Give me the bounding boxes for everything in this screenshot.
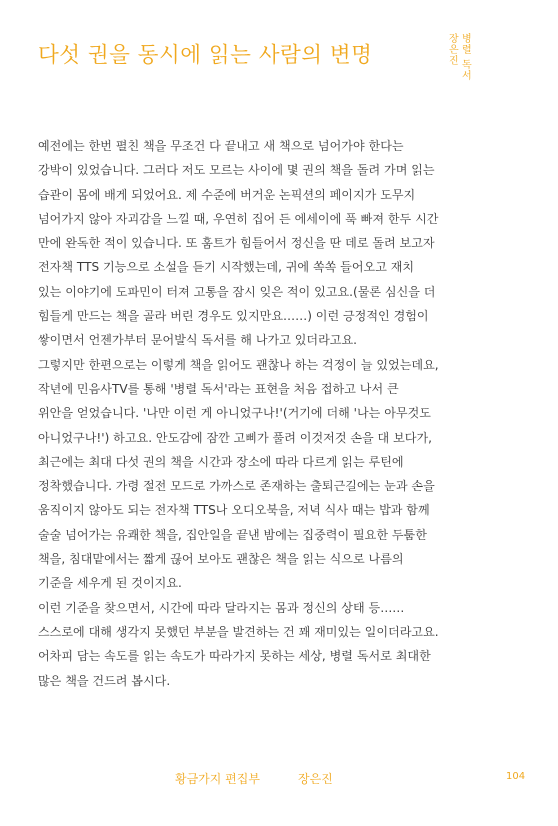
body-line: 그렇지만 한편으로는 이렇게 책을 읽어도 괜찮나 하는 걱정이 늘 있었는데요,: [38, 357, 439, 372]
essay-body: [38, 134, 478, 693]
body-line: 스스로에 대해 생각지 못했던 부분을 발견하는 건 꽤 재미있는 일이더라고요.: [38, 624, 439, 639]
body-line: 예전에는 한번 펼친 책을 무조건 다 끝내고 새 책으로 넘어가야 한다는: [38, 139, 404, 153]
body-line: 이런 기준을 찾으면서, 시간에 따라 달라지는 몸과 정신의 상태 등……: [38, 600, 405, 615]
body-line: 위안을 얻었습니다. '나만 이런 게 아니었구나!'(거기에 더해 '나는 아무것도: [38, 406, 431, 421]
side-heading-char: 은: [449, 45, 459, 56]
page-footer: [0, 770, 558, 790]
side-heading-char: 렬: [462, 45, 472, 56]
body-line: 아니었구나!') 하고요. 안도감에 잠깐 고삐가 풀려 이것저것 손을 대 보다가,: [38, 430, 432, 445]
side-heading-char: 서: [462, 71, 472, 82]
page-number: 104: [506, 771, 526, 782]
body-line: 최근에는 최대 다섯 권의 책을 시간과 장소에 따라 다르게 읽는 루틴에: [38, 454, 404, 469]
body-line: 많은 책을 건드려 봅시다.: [38, 673, 171, 688]
body-line: 전자책 TTS 기능으로 소설을 듣기 시작했는데, 귀에 쏙쏙 들어오고 재치: [38, 260, 415, 275]
body-line: 쌓이면서 언젠가부터 문어발식 독서를 해 나가고 있더라고요.: [38, 333, 357, 348]
side-heading-char: 병: [462, 34, 472, 45]
body-line: 책을, 침대맡에서는 짧게 끊어 보아도 괜찮은 책을 읽는 식으로 나름의: [38, 552, 404, 567]
side-heading-column-b: [449, 34, 459, 67]
body-line: 힘들게 만드는 책을 골라 버린 경우도 있지만요……) 이런 긍정적인 경험이: [38, 309, 429, 324]
body-line: 움직이지 않아도 되는 전자책 TTS나 오디오북을, 저녁 식사 때는 밥과 함께: [38, 503, 430, 518]
body-line: 만에 완독한 적이 있습니다. 또 훔트가 힘들어서 정신을 딴 데로 돌려 보고자: [38, 236, 435, 251]
footer-section: 황금가지 편집부: [175, 772, 260, 786]
body-line: 작년에 민음사TV를 통해 '병렬 독서'라는 표현을 처음 접하고 나서 큰: [38, 381, 399, 396]
page-title: 다섯 권을 동시에 읽는 사람의 변명: [38, 43, 373, 68]
body-line: 술술 넘어가는 유쾌한 책을, 집안일을 끝낸 밤에는 집중력이 필요한 두툼한: [38, 527, 427, 542]
body-line: 어차피 담는 속도를 읽는 속도가 따라가지 못하는 세상, 병렬 독서로 최대한: [38, 649, 431, 664]
footer-author: 장은진: [298, 772, 333, 786]
side-heading-char: 진: [449, 56, 459, 67]
body-line: 있는 이야기에 도파민이 터져 고통을 잠시 잊은 적이 있고요.(물론 심신을 더: [38, 284, 436, 299]
body-line: 기준을 세우게 된 것이지요.: [38, 576, 182, 591]
body-line: 강박이 있었습니다. 그러다 저도 모르는 사이에 몇 권의 책을 돌려 가며 읽는: [38, 163, 435, 178]
side-heading-column-a: [462, 34, 472, 82]
body-line: 넘어가지 않아 자괴감을 느낄 때, 우연히 집어 든 에세이에 푹 빠져 한두 시간: [38, 211, 439, 226]
side-heading-char: 독: [462, 60, 472, 71]
side-heading-char: 장: [449, 34, 459, 45]
body-line: 습관이 몸에 배게 되었어요. 제 수준에 버거운 논픽션의 페이지가 도무지: [38, 187, 416, 202]
body-line: 정착했습니다. 가령 절전 모드로 가까스로 존재하는 출퇴근길에는 눈과 손을: [38, 479, 435, 494]
